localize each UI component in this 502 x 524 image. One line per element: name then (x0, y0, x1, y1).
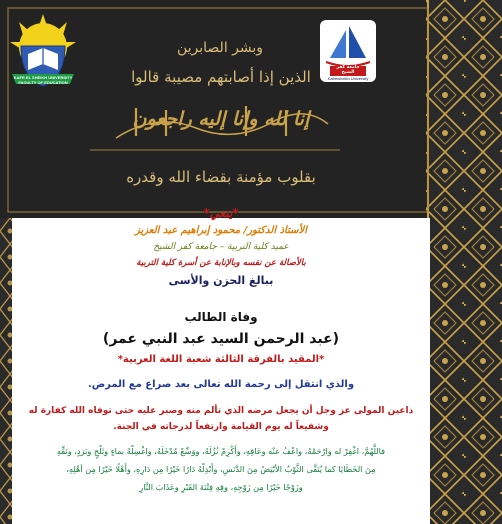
subline: بقلوب مؤمنة بقضاء الله وقدره (126, 168, 316, 186)
mourns-title: *ينعي* (203, 206, 239, 220)
dua-line-2: مِنَ الخَطَايَا كما يُنَقَّى الثَّوْبُ الأبْيَضُ مِنَ الدَّنَسِ، وأَبْدِلْهُ دَارًا خَيْرًا مِن دَارِهِ، وأَهْلًا خَيْرًا مِن أهْلِهِ، (66, 464, 376, 474)
dua-line-3: وزَوْجًا خَيْرًا مِن زَوْجِهِ، وقِهِ فِتْنَةَ القَبْرِ وعَذَابَ النَّارِ (139, 482, 303, 492)
dean-name: الأستاذ الدكتور/ محمود إبراهيم عبد العزيز (134, 225, 307, 236)
dean-role: عميد كلية التربية – جامعة كفر الشيخ (153, 242, 289, 252)
prayer-line-2: وشفيعاً له يوم القيامة وارتفعاً لدرجاته في الجنة. (113, 422, 329, 432)
university-logo-arabic: جامعة كفر الشيخ (336, 65, 360, 75)
calligraphy-text: إنا لله وإنا إليه راجعون (132, 108, 310, 130)
on-behalf: بالأصالة عن نفسه وبالإنابة عن أسرة كلية التربية (136, 258, 306, 268)
death-of-student: وفاة الطالب (184, 310, 258, 324)
student-name: (عبد الرحمن السيد عبد النبي عمر) (102, 331, 340, 347)
right-frame-ornament (426, 0, 502, 524)
prayer-line-1: داعين المولى عز وجل أن يجعل مرضه الذي تألم منه وصبر عليه حتى توفاه الله كفارة له (28, 406, 414, 416)
right-lattice (426, 0, 502, 524)
university-logo-caption: Kafrelsheikh University (327, 76, 369, 81)
faculty-of-education-logo (10, 14, 76, 90)
announcement-panel (12, 206, 430, 524)
faculty-logo-caption: KAFR EL SHEIKH UNIVERSITY FACULTY OF EDUCATION (13, 75, 73, 85)
verse-line: الذين إذا أصابتهم مصيبة قالوا (131, 68, 311, 86)
verse-intro: وبشر الصابرين (176, 40, 264, 56)
calligraphy-inna-lillah (96, 100, 346, 146)
dua-line-1: فاللَّهُمَّ، اغْفِرْ له وارْحَمْهُ، واعْفُ عنْه وعَافِهِ، وأَكْرِمْ نُزُلَهُ، ووَسِّعْ مُدْخَلَهُ، واغْسِلْهُ بماءٍ وثَلْجٍ وبَرَدٍ، ونَقِّهِ (56, 446, 386, 456)
grief-line: ببالغ الحزن والأسى (168, 274, 274, 287)
enrollment-line: *المقيد بالفرقة الثالثة شعبة اللغة العربية* (117, 354, 325, 365)
passing-line: والذي انتقل إلى رحمة الله تعالى بعد صراع مع المرض. (87, 379, 355, 390)
